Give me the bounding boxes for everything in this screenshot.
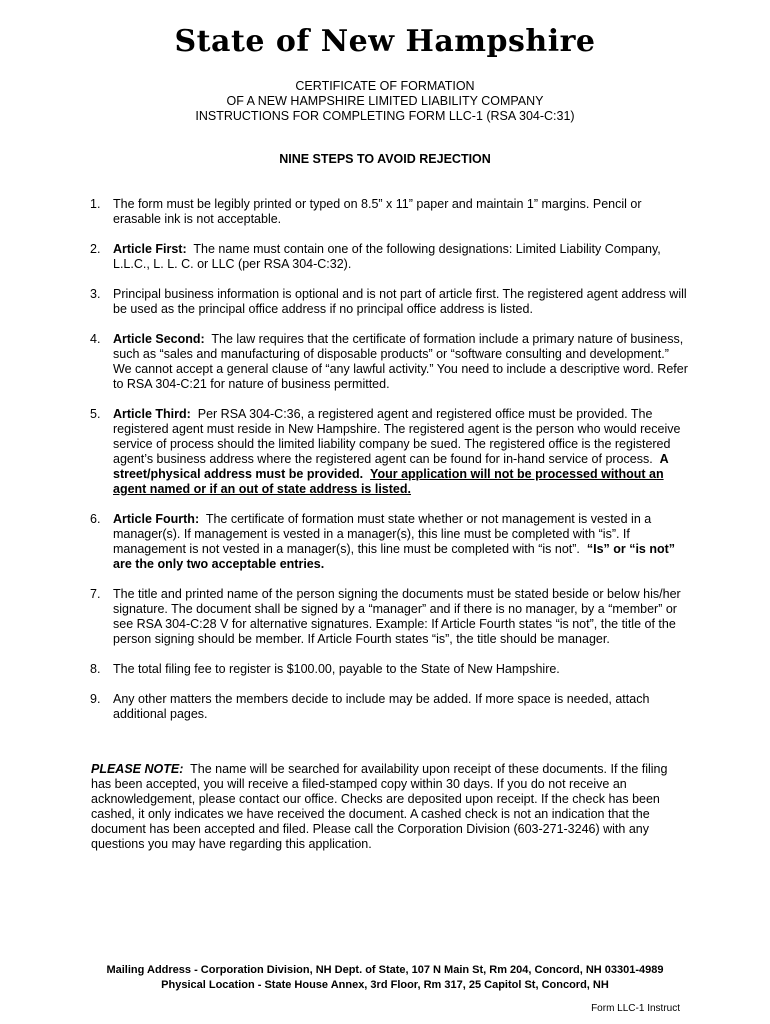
step-label: Article First: (113, 242, 187, 256)
step-number: 8. (90, 662, 101, 676)
state-title: State of New Hampshire (174, 24, 596, 59)
cert-line-2: OF A NEW HAMPSHIRE LIMITED LIABILITY COMPANY (226, 94, 544, 108)
step-text: The form must be legibly printed or typed on 8.5” x 11” paper and maintain 1” margins. Pencil or erasable ink is not acceptable. (113, 197, 642, 226)
step-bold-text: A street/physical address must be provided. (113, 452, 669, 481)
step-2 (90, 242, 690, 272)
step-label: Article Third: (113, 407, 191, 421)
step-number: 4. (90, 332, 101, 346)
step-number: 3. (90, 287, 101, 301)
step-number: 7. (90, 587, 101, 601)
step-4 (90, 332, 690, 392)
step-bold-text: “Is” or “is not” are the only two acceptable entries. (113, 542, 676, 571)
step-text: Per RSA 304-C:36, a registered agent and registered office must be provided. The registered agent must reside in New Hampshire. The registered agent is the person who would receive service of process should the limited liability company be sued. The registered office is the registered agent’s business address where the registered agent can be found for in-hand service of process. (113, 407, 681, 466)
step-6 (90, 512, 690, 572)
step-number: 5. (90, 407, 101, 421)
cert-line-3: INSTRUCTIONS FOR COMPLETING FORM LLC-1 (RSA 304-C:31) (195, 109, 575, 123)
form-id: Form LLC-1 Instruct (591, 1003, 680, 1014)
step-text: Principal business information is optional and is not part of article first. The registered agent address will be used as the principal office address if no principal office address is listed. (113, 287, 687, 316)
footer-address (0, 963, 770, 993)
step-text: The total filing fee to register is $100.00, payable to the State of New Hampshire. (113, 662, 560, 676)
step-text: The name must contain one of the following designations: Limited Liability Company, L.L.C., L. L. C. or LLC (per RSA 304-C:32). (113, 242, 661, 271)
step-5 (90, 407, 690, 497)
step-number: 9. (90, 692, 101, 706)
step-9 (90, 692, 690, 722)
mailing-address: Mailing Address - Corporation Division, NH Dept. of State, 107 N Main St, Rm 204, Concord, NH 03301-4989 (106, 964, 664, 976)
step-number: 1. (90, 197, 101, 211)
please-note (91, 762, 691, 852)
physical-location: Physical Location - State House Annex, 3rd Floor, Rm 317, 25 Capitol St, Concord, NH (161, 979, 609, 991)
steps-list (90, 197, 690, 737)
note-text: The name will be searched for availability upon receipt of these documents. If the filing has been accepted, you will receive a filed-stamped copy within 30 days. If you do not receive an acknowledgement, please contact our office. Checks are deposited upon receipt. If the check has been cashed, it only indicates we have received the document. A cashed check is not an indication that the document has been accepted and filed. Please call the Corporation Division (603-271-3246) with any questions you may have regarding this application. (91, 762, 668, 851)
step-label: Article Fourth: (113, 512, 200, 526)
step-underlined-text: Your application will not be processed without an agent named or if an out of state address is listed. (113, 467, 664, 496)
step-text: The law requires that the certificate of formation include a primary nature of business, such as “sales and manufacturing of disposable products” or “software consulting and development.” We cannot accept a general clause of “any lawful activity.” You need to include a descriptive word. Refer to RSA 304-C:21 for nature of business permitted. (113, 332, 688, 391)
step-number: 2. (90, 242, 101, 256)
step-label: Article Second: (113, 332, 205, 346)
step-text: Any other matters the members decide to include may be added. If more space is needed, attach additional pages. (113, 692, 650, 721)
certificate-heading (0, 79, 770, 124)
step-number: 6. (90, 512, 101, 526)
cert-line-1: CERTIFICATE OF FORMATION (295, 79, 475, 93)
nine-steps-heading: NINE STEPS TO AVOID REJECTION (279, 152, 491, 166)
note-label: PLEASE NOTE: (91, 762, 184, 776)
step-3 (90, 287, 690, 317)
step-text: The certificate of formation must state whether or not management is vested in a manager(s). If management is vested in a manager(s), this line must be completed with “is”. If management is not vested in a manager(s), this line must be completed with “is not”. (113, 512, 652, 556)
step-1 (90, 197, 690, 227)
step-7 (90, 587, 690, 647)
step-8 (90, 662, 690, 677)
step-text: The title and printed name of the person signing the documents must be stated beside or below his/her signature. The document shall be signed by a “manager” and if there is no manager, by a “member” or see RSA 304-C:28 V for alternative signatures. Example: If Article Fourth states “is not”, the title of the person signing should be member. If Article Fourth states “is”, the title should be manager. (113, 587, 681, 646)
